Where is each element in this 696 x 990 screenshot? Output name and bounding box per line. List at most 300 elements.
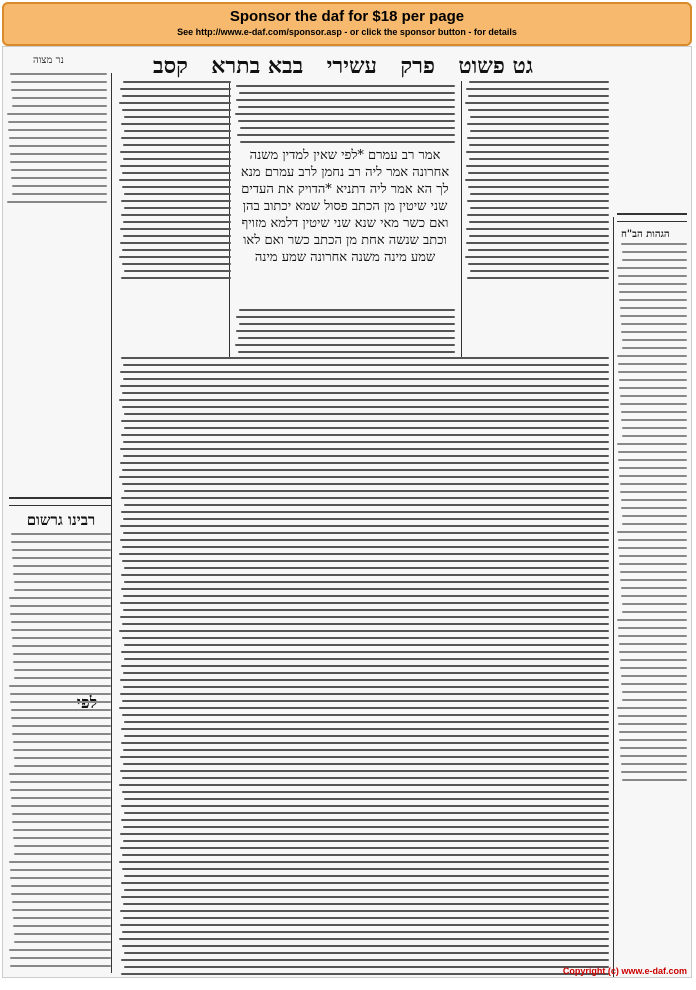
commentary-line [123, 378, 609, 380]
tosafot-line [122, 172, 231, 174]
hagahot-line [620, 307, 687, 309]
tosafot-line [124, 193, 231, 195]
hagahot-line [620, 403, 687, 405]
hagahot-line [622, 691, 687, 693]
rabbeinu-gershom-line [11, 629, 111, 631]
hagahot-line [621, 683, 687, 685]
commentary-line [121, 574, 609, 576]
ornament-right [617, 213, 687, 222]
commentary-line [121, 728, 609, 730]
tosafot-line [119, 256, 231, 258]
tosafot-line [123, 235, 231, 237]
gemara-line [235, 344, 455, 346]
rabbeinu-gershom-line [11, 621, 111, 623]
hagahot-line [620, 395, 687, 397]
rabbeinu-gershom-line [9, 597, 111, 599]
gemara-line [238, 106, 455, 108]
commentary-line [122, 469, 609, 471]
hagahot-line [620, 483, 687, 485]
header-perek: פרק [400, 53, 435, 79]
commentary-line [120, 770, 609, 772]
hagahot-line [619, 731, 687, 733]
rabbeinu-gershom-line [12, 733, 111, 735]
tosafot-line [119, 179, 231, 181]
tosafot-line [119, 102, 231, 104]
hagahot-line [622, 259, 687, 261]
hagahot-line [619, 475, 687, 477]
commentary-line [119, 630, 609, 632]
hagahot-line [621, 587, 687, 589]
hagahot-line [622, 251, 687, 253]
column-rule [461, 81, 462, 357]
commentary-line [121, 665, 609, 667]
rabbeinu-gershom-line [12, 909, 111, 911]
hagahot-line [618, 715, 687, 717]
hagahot-line [618, 635, 687, 637]
rashi-line [470, 130, 609, 132]
rashi-line [466, 228, 609, 230]
rashi-line [470, 270, 609, 272]
gemara-line [239, 323, 455, 325]
tosafot-line [124, 207, 231, 209]
main-gemara-text: אמר רב עמרם *לפי שאין למדין משנה אחרונה אמר ליה רב נחמן לרב עמרם מנא לך הא אמר ליה דתניא *הדויק את העדים שני שיטין מן הכתב פסול שמא יכתוב בהן ואם כשר מאי שנא שני שיטין דלמא מזויף וכתב שנשה אחת מן הכתב כשר ואם לאו שמע מינה משנה אחרונה שמע מינה [240, 148, 450, 265]
rabbeinu-gershom-line [9, 685, 111, 687]
commentary-line [120, 679, 609, 681]
ein-mishpat-line [7, 201, 107, 203]
hagahot-line [618, 275, 687, 277]
commentary-line [120, 833, 609, 835]
ein-mishpat-line [10, 153, 107, 155]
tosafot-line [121, 200, 231, 202]
header-daf: קסב [153, 53, 188, 79]
rabbeinu-gershom-line [10, 789, 111, 791]
commentary-line [124, 798, 609, 800]
hagahot-line [621, 507, 687, 509]
commentary-line [120, 693, 609, 695]
commentary-line [120, 525, 609, 527]
rashi-line [468, 186, 609, 188]
copyright-footer[interactable]: Copyright (c) www.e-daf.com [562, 966, 687, 976]
gemara-line [238, 120, 455, 122]
commentary-line [121, 819, 609, 821]
rabbeinu-gershom-line [12, 725, 111, 727]
commentary-line [123, 826, 609, 828]
commentary-line [122, 700, 609, 702]
commentary-line [122, 854, 609, 856]
gemara-line [239, 309, 455, 311]
hagahot-line [617, 531, 687, 533]
hagahot-line [620, 579, 687, 581]
hagahot-line [619, 379, 687, 381]
rashi-line [468, 263, 609, 265]
rashi-line [470, 116, 609, 118]
rabbeinu-gershom-line [11, 709, 111, 711]
gemara-line [240, 141, 455, 143]
hagahot-line [619, 555, 687, 557]
rabbeinu-gershom-line [13, 917, 111, 919]
commentary-line [120, 756, 609, 758]
ein-mishpat-line [12, 193, 107, 195]
rabbeinu-gershom-line [11, 797, 111, 799]
commentary-line [121, 434, 609, 436]
commentary-line [120, 462, 609, 464]
rabbeinu-gershom-line [12, 637, 111, 639]
commentary-line [123, 364, 609, 366]
gemara-line [236, 316, 455, 318]
rabbeinu-gershom-line [10, 613, 111, 615]
commentary-line [119, 553, 609, 555]
commentary-line [122, 714, 609, 716]
rabbeinu-gershom-line [12, 645, 111, 647]
hagahot-line [618, 363, 687, 365]
ein-mishpat-line [7, 113, 107, 115]
rabbeinu-gershom-line [12, 901, 111, 903]
commentary-line [124, 413, 609, 415]
commentary-line [124, 644, 609, 646]
commentary-line [122, 406, 609, 408]
rashi-line [467, 200, 609, 202]
ein-mishpat-line [12, 97, 107, 99]
commentary-line [123, 532, 609, 534]
rabbeinu-gershom-line [12, 549, 111, 551]
commentary-line [123, 672, 609, 674]
hagahot-line [618, 547, 687, 549]
commentary-line [119, 938, 609, 940]
rabbeinu-gershom-line [14, 845, 111, 847]
commentary-line [121, 511, 609, 513]
commentary-line [121, 651, 609, 653]
commentary-line [121, 357, 609, 359]
rabbeinu-gershom-line [10, 957, 111, 959]
commentary-line [124, 581, 609, 583]
hagahot-line [617, 443, 687, 445]
commentary-line [122, 546, 609, 548]
rabbeinu-gershom-line [10, 605, 111, 607]
tosafot-line [122, 249, 231, 251]
rabbeinu-gershom-line [14, 941, 111, 943]
rashi-line [469, 81, 609, 83]
ein-mishpat-line [8, 129, 107, 131]
rabbeinu-gershom-line [11, 885, 111, 887]
rashi-line [466, 151, 609, 153]
sponsor-banner[interactable] [2, 2, 692, 46]
tosafot-line [121, 277, 231, 279]
commentary-line [124, 721, 609, 723]
commentary-line [122, 483, 609, 485]
ein-mishpat-line [11, 169, 107, 171]
hagahot-line [621, 243, 687, 245]
hagahot-line [621, 771, 687, 773]
ein-mishpat-line [9, 137, 107, 139]
commentary-line [119, 784, 609, 786]
rashi-line [469, 158, 609, 160]
tosafot-line [122, 263, 231, 265]
hagahot-line [619, 467, 687, 469]
hagahot-line [618, 627, 687, 629]
hagahot-line [618, 723, 687, 725]
commentary-line [124, 812, 609, 814]
tosafot-line [120, 151, 231, 153]
tosafot-line [121, 123, 231, 125]
hagahot-line [622, 339, 687, 341]
hagahot-line [619, 387, 687, 389]
commentary-line [124, 875, 609, 877]
hagahot-line [621, 763, 687, 765]
commentary-line [124, 427, 609, 429]
hagahot-line [622, 347, 687, 349]
tosafot-line [122, 95, 231, 97]
gemara-line [240, 127, 455, 129]
hagahot-line [622, 435, 687, 437]
rabbeinu-gershom-line [14, 933, 111, 935]
ein-mishpat-line [11, 177, 107, 179]
rabbeinu-gershom-line [13, 749, 111, 751]
gemara-line [238, 351, 455, 353]
gemara-line [237, 134, 455, 136]
commentary-line [123, 609, 609, 611]
commentary-line [124, 889, 609, 891]
rashi-line [467, 214, 609, 216]
commentary-line [124, 966, 609, 968]
hagahot-line [618, 451, 687, 453]
commentary-line [122, 560, 609, 562]
hagahot-line [617, 355, 687, 357]
ein-mishpat-line [10, 161, 107, 163]
banner-title[interactable]: Sponsor the daf for $18 per page [229, 8, 465, 25]
tosafot-line [123, 144, 231, 146]
commentary-line [119, 861, 609, 863]
rabbeinu-gershom-line [10, 877, 111, 879]
column-rule [613, 217, 614, 977]
rabbeinu-gershom-line [14, 677, 111, 679]
hagahot-line [622, 523, 687, 525]
rabbeinu-gershom-line [10, 869, 111, 871]
rashi-line [465, 179, 609, 181]
rashi-line [467, 137, 609, 139]
rashi-line [470, 193, 609, 195]
rashi-line [469, 144, 609, 146]
page-header [153, 51, 533, 81]
rashi-line [468, 109, 609, 111]
commentary-line [119, 476, 609, 478]
commentary-line [119, 707, 609, 709]
commentary-line [123, 455, 609, 457]
gemara-line [239, 92, 455, 94]
hagahot-line [620, 571, 687, 573]
hagahot-line [622, 515, 687, 517]
rashi-line [467, 277, 609, 279]
rabbeinu-gershom-line [14, 581, 111, 583]
tosafot-line [122, 109, 231, 111]
rabbeinu-gershom-line [9, 773, 111, 775]
rabbeinu-gershom-line [10, 965, 111, 967]
rabbeinu-gershom-line [13, 573, 111, 575]
rabbeinu-gershom-line [13, 661, 111, 663]
gemara-line [238, 337, 455, 339]
ein-mishpat-line [8, 121, 107, 123]
ein-mishpat-line [11, 81, 107, 83]
rabbeinu-gershom-line [10, 701, 111, 703]
hagahot-line [621, 419, 687, 421]
hagahot-line [622, 611, 687, 613]
commentary-line [121, 420, 609, 422]
commentary-line [121, 497, 609, 499]
commentary-line [124, 504, 609, 506]
tosafot-line [123, 81, 231, 83]
rabbeinu-gershom-line [13, 925, 111, 927]
hagahot-line [620, 755, 687, 757]
commentary-line [120, 539, 609, 541]
commentary-line [123, 903, 609, 905]
talmud-page [2, 46, 692, 978]
commentary-line [121, 896, 609, 898]
commentary-line [124, 658, 609, 660]
rashi-line [467, 123, 609, 125]
hagahot-line [621, 411, 687, 413]
rabbeinu-gershom-title: רבינו גרשום [26, 511, 96, 529]
commentary-line [119, 399, 609, 401]
hagahot-line [617, 619, 687, 621]
rabbeinu-gershom-line [13, 837, 111, 839]
banner-subtitle: See http://www.e-daf.com/sponsor.asp - or click the sponsor button - for details [177, 27, 517, 37]
tosafot-line [123, 158, 231, 160]
ornament-left [9, 497, 111, 506]
hagahot-line [622, 779, 687, 781]
rabbeinu-gershom-line [11, 717, 111, 719]
rabbeinu-gershom-line [14, 757, 111, 759]
commentary-line [121, 742, 609, 744]
rabbeinu-gershom-line [11, 893, 111, 895]
ein-mishpat-line [12, 105, 107, 107]
tosafot-line [123, 221, 231, 223]
tosafot-line [122, 186, 231, 188]
commentary-line [121, 588, 609, 590]
commentary-line [122, 637, 609, 639]
tosafot-line [120, 88, 231, 90]
rabbeinu-gershom-line [14, 853, 111, 855]
header-perek-name: עשירי [326, 53, 377, 79]
rabbeinu-gershom-line [11, 533, 111, 535]
ein-mishpat-line [9, 145, 107, 147]
rashi-line [468, 249, 609, 251]
hagahot-line [619, 739, 687, 741]
commentary-line [120, 910, 609, 912]
gemara-line [236, 85, 455, 87]
hagahot-label: הגהות הב"ח [621, 229, 670, 240]
commentary-line [122, 392, 609, 394]
commentary-line [120, 616, 609, 618]
rabbeinu-gershom-line [12, 813, 111, 815]
hagahot-line [619, 299, 687, 301]
gemara-line [235, 113, 455, 115]
tosafot-line [121, 214, 231, 216]
rashi-line [468, 95, 609, 97]
commentary-line [121, 959, 609, 961]
hagahot-line [620, 659, 687, 661]
commentary-line [123, 840, 609, 842]
rashi-line [469, 235, 609, 237]
rashi-line [469, 221, 609, 223]
hagahot-line [619, 291, 687, 293]
commentary-line [124, 567, 609, 569]
tosafot-line [124, 270, 231, 272]
gemara-line [236, 99, 455, 101]
commentary-line [124, 490, 609, 492]
commentary-line [120, 371, 609, 373]
commentary-line [123, 595, 609, 597]
rabbeinu-gershom-line [9, 861, 111, 863]
ein-mishpat-line [12, 185, 107, 187]
column-rule [111, 73, 112, 973]
hagahot-line [620, 667, 687, 669]
hagahot-line [621, 675, 687, 677]
rabbeinu-gershom-line [11, 541, 111, 543]
rabbeinu-gershom-line [11, 805, 111, 807]
rabbeinu-gershom-line [14, 589, 111, 591]
rabbeinu-gershom-line [14, 765, 111, 767]
rashi-line [466, 242, 609, 244]
rabbeinu-gershom-line [9, 949, 111, 951]
rabbeinu-gershom-line [10, 693, 111, 695]
hagahot-line [622, 699, 687, 701]
hagahot-line [618, 539, 687, 541]
rabbeinu-gershom-line [13, 741, 111, 743]
commentary-line [120, 448, 609, 450]
commentary-line [123, 686, 609, 688]
rashi-line [465, 102, 609, 104]
commentary-line [123, 917, 609, 919]
hagahot-line [621, 595, 687, 597]
hagahot-line [621, 499, 687, 501]
hagahot-line [617, 267, 687, 269]
commentary-line [123, 441, 609, 443]
rabbeinu-gershom-line [13, 829, 111, 831]
rashi-line [468, 172, 609, 174]
commentary-line [121, 973, 609, 975]
hagahot-line [619, 563, 687, 565]
tosafot-line [124, 116, 231, 118]
rashi-line [470, 207, 609, 209]
rashi-line [465, 256, 609, 258]
hagahot-line [619, 643, 687, 645]
hagahot-line [620, 747, 687, 749]
commentary-line [122, 623, 609, 625]
commentary-line [121, 805, 609, 807]
commentary-line [122, 868, 609, 870]
hagahot-line [618, 371, 687, 373]
commentary-line [120, 847, 609, 849]
hagahot-line [622, 603, 687, 605]
ein-mishpat-label: נר מצוה [33, 55, 64, 66]
commentary-line [123, 749, 609, 751]
rashi-line [466, 88, 609, 90]
rashi-line [466, 165, 609, 167]
header-source: גט פשוט [458, 53, 533, 79]
tosafot-line [120, 165, 231, 167]
rabbeinu-gershom-line [13, 653, 111, 655]
hagahot-line [620, 491, 687, 493]
commentary-line [124, 735, 609, 737]
tosafot-line [120, 228, 231, 230]
rabbeinu-gershom-line [14, 669, 111, 671]
hagahot-line [618, 459, 687, 461]
commentary-line [120, 385, 609, 387]
tosafot-line [120, 242, 231, 244]
ein-mishpat-line [10, 73, 107, 75]
gemara-line [236, 330, 455, 332]
commentary-line [122, 945, 609, 947]
rabbeinu-gershom-line [12, 821, 111, 823]
